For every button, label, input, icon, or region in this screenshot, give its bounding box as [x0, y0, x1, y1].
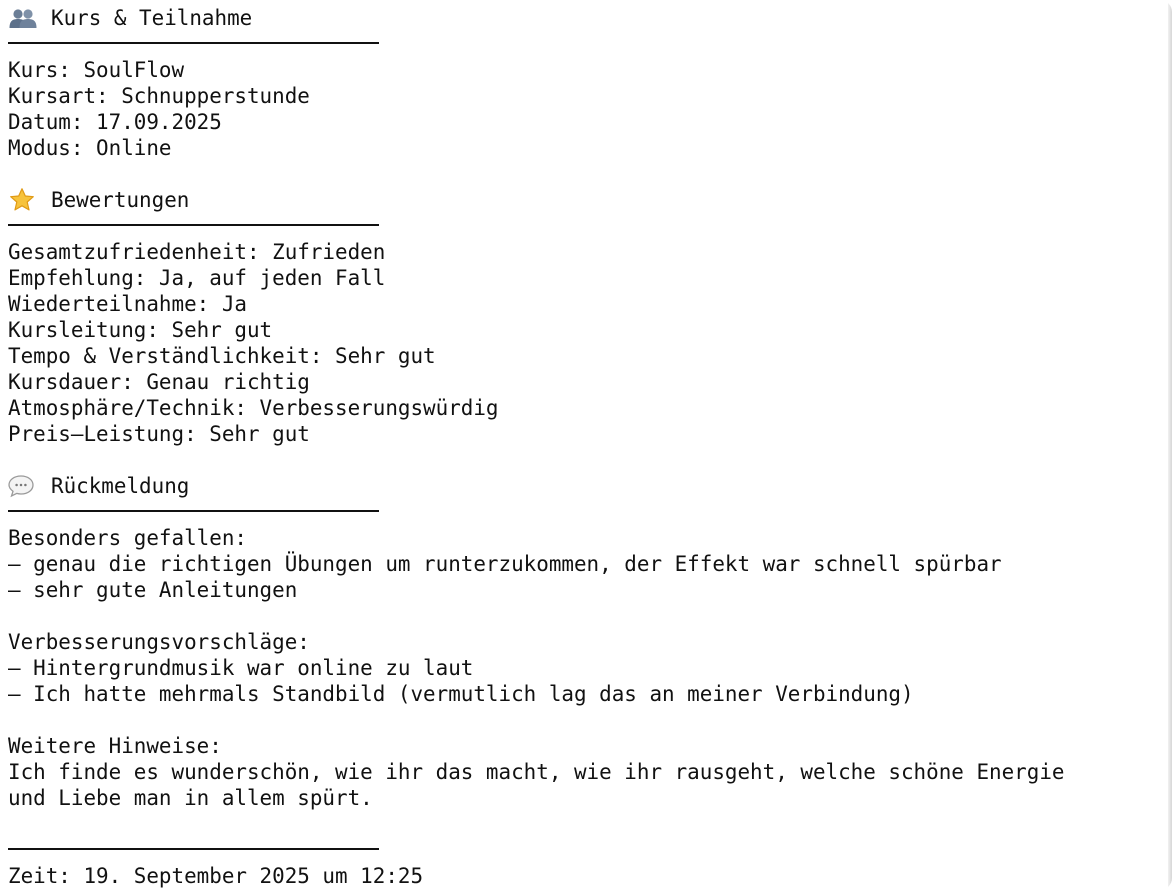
speech-bubble-icon [8, 474, 38, 498]
star-icon [8, 188, 38, 212]
info-line-course-type: Kursart: Schnupperstunde [8, 84, 310, 108]
blank-line [8, 707, 1158, 733]
section-heading-ratings [8, 187, 1158, 213]
divider [8, 31, 1158, 57]
suggestion-item: – Ich hatte mehrmals Standbild (vermutlich lag das an meiner Verbindung) [8, 682, 914, 706]
liked-item: – genau die richtigen Übungen um runterzukommen, der Effekt war schnell spürbar [8, 552, 1002, 576]
section-heading-feedback [8, 473, 1158, 499]
info-line-date: Datum: 17.09.2025 [8, 110, 222, 134]
people-icon [8, 6, 38, 30]
blank-line [8, 603, 1158, 629]
suggestion-item: – Hintergrundmusik war online zu laut [8, 656, 474, 680]
info-line-course: Kurs: SoulFlow [8, 58, 185, 82]
section-title: Bewertungen [51, 188, 190, 212]
notes-label: Weitere Hinweise: [8, 734, 222, 758]
liked-item: – sehr gute Anleitungen [8, 578, 298, 602]
rating-line: Wiederteilnahme: Ja [8, 292, 247, 316]
section-title: Kurs & Teilnahme [51, 6, 253, 30]
divider [8, 213, 1158, 239]
section-title: Rückmeldung [51, 474, 190, 498]
blank-line [8, 811, 1158, 837]
rating-line: Kursleitung: Sehr gut [8, 318, 273, 342]
rating-line: Kursdauer: Genau richtig [8, 370, 310, 394]
rating-line: Atmosphäre/Technik: Verbesserungswürdig [8, 396, 499, 420]
notes-line: und Liebe man in allem spürt. [8, 786, 373, 810]
blank-line [8, 447, 1158, 473]
info-line-mode: Modus: Online [8, 136, 172, 160]
timestamp: Zeit: 19. September 2025 um 12:25 [8, 864, 424, 888]
divider [8, 499, 1158, 525]
blank-line [8, 161, 1158, 187]
rating-line: Empfehlung: Ja, auf jeden Fall [8, 266, 386, 290]
section-heading-course [8, 5, 1158, 31]
suggestions-label: Verbesserungsvorschläge: [8, 630, 310, 654]
message-body [8, 5, 1158, 889]
rating-line: Tempo & Verständlichkeit: Sehr gut [8, 344, 436, 368]
divider [8, 837, 1158, 863]
liked-label: Besonders gefallen: [8, 526, 247, 550]
notes-line: Ich finde es wunderschön, wie ihr das macht, wie ihr rausgeht, welche schöne Energie [8, 760, 1065, 784]
rating-line: Preis–Leistung: Sehr gut [8, 422, 310, 446]
rating-line: Gesamtzufriedenheit: Zufrieden [8, 240, 386, 264]
